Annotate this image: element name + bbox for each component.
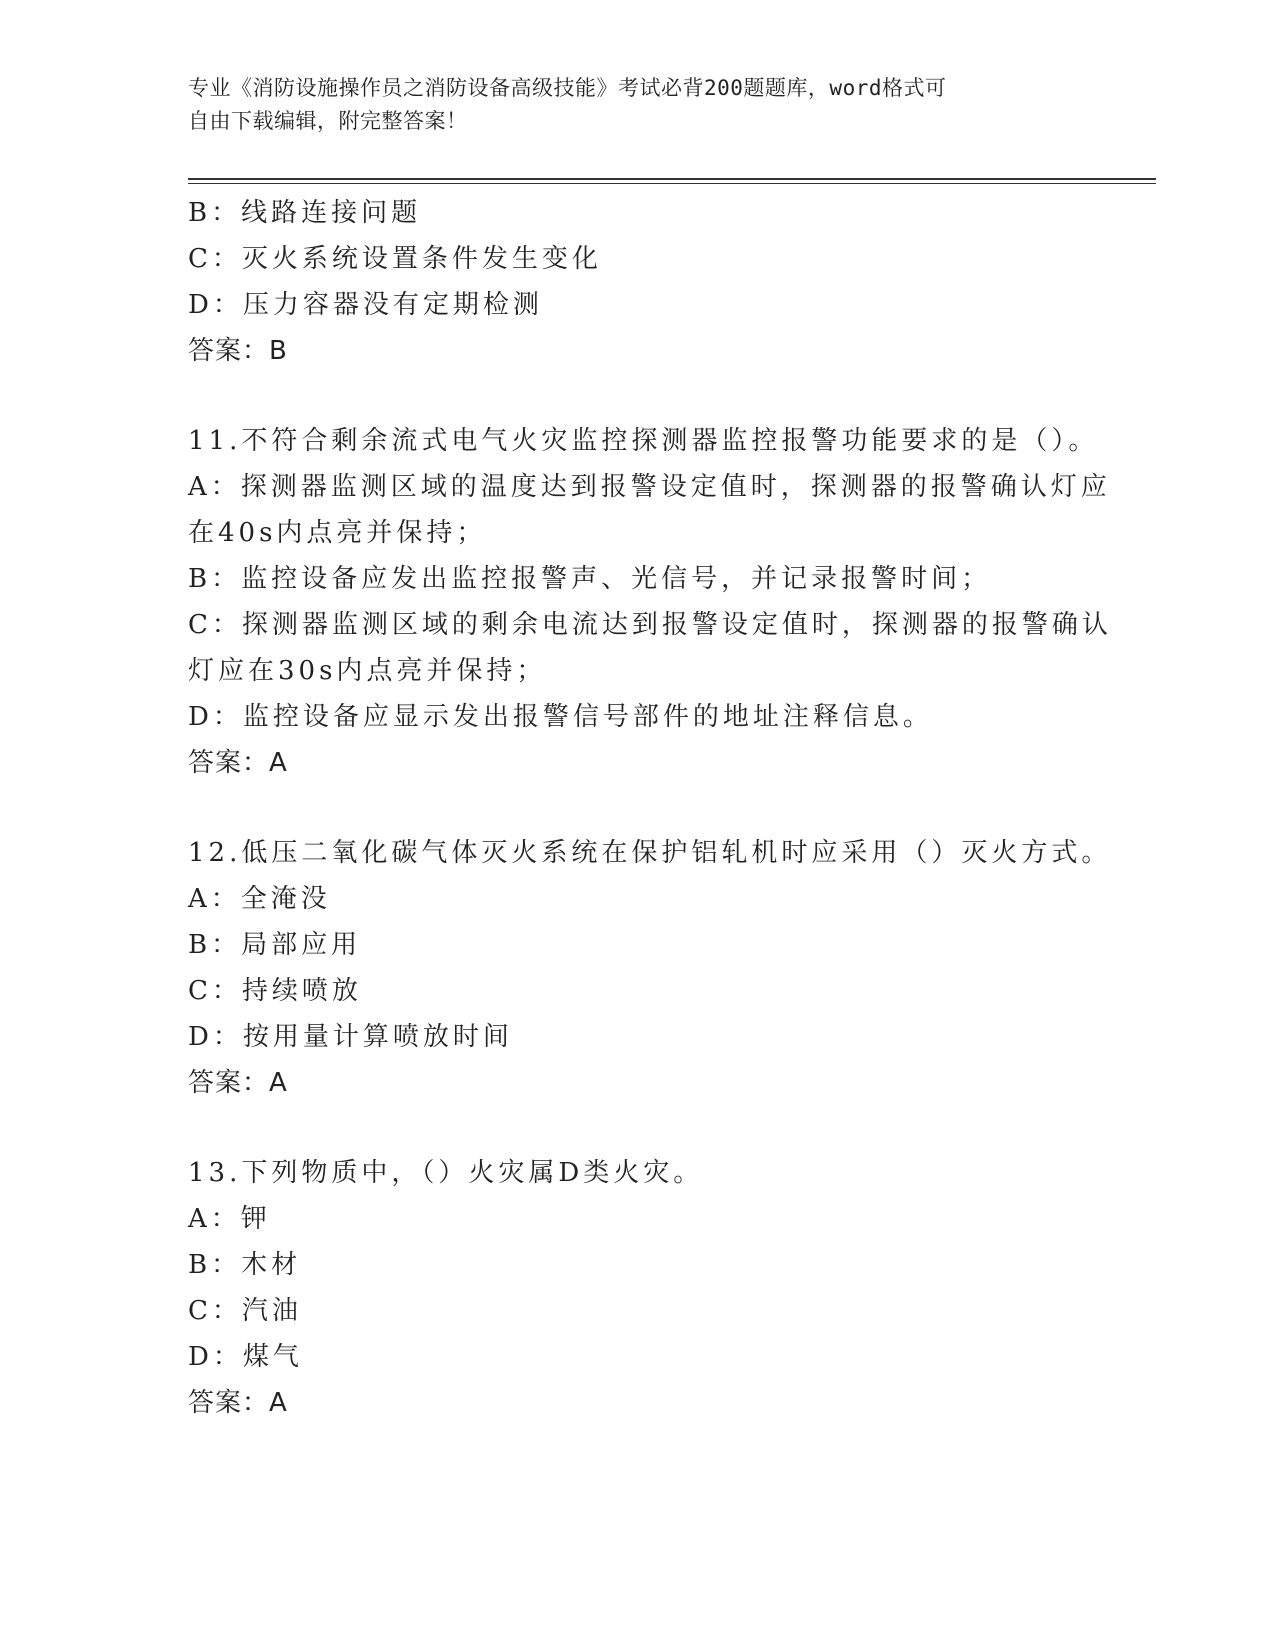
option-d: D：煤气 (188, 1342, 303, 1372)
option-a: A：全淹没 (188, 884, 331, 914)
option-d: D：压力容器没有定期检测 (188, 290, 543, 320)
answer-line: 答案：A (188, 748, 288, 778)
option-c-continued: 灯应在30s内点亮并保持； (188, 656, 547, 686)
header-divider-thick (188, 178, 1156, 180)
answer-line: 答案：B (188, 336, 288, 366)
option-b: B：线路连接问题 (188, 198, 422, 228)
option-b: B：木材 (188, 1250, 302, 1280)
option-a-continued: 在40s内点亮并保持； (188, 518, 487, 548)
option-a: A：钾 (188, 1204, 271, 1234)
option-b: B：监控设备应发出监控报警声、光信号，并记录报警时间； (188, 564, 992, 594)
option-c: C：汽油 (188, 1296, 302, 1326)
question-text: 12.低压二氧化碳气体灭火系统在保护铝轧机时应采用（）灭火方式。 (188, 838, 1112, 868)
question-block-11 (188, 418, 1112, 786)
question-list (188, 190, 1112, 1426)
question-text: 13.下列物质中，（）火灾属D类火灾。 (188, 1158, 704, 1188)
question-text: 11.不符合剩余流式电气火灾监控探测器监控报警功能要求的是（）。 (188, 426, 1099, 456)
option-d: D：按用量计算喷放时间 (188, 1022, 513, 1052)
option-a: A：探测器监测区域的温度达到报警设定值时，探测器的报警确认灯应 (188, 472, 1111, 502)
answer-line: 答案：A (188, 1388, 288, 1418)
question-block-10 (188, 190, 1088, 374)
option-d: D：监控设备应显示发出报警信号部件的地址注释信息。 (188, 702, 933, 732)
header-line-2: 自由下载编辑，附完整答案！ (188, 109, 468, 133)
header-line-1: 专业《消防设施操作员之消防设备高级技能》考试必背200题题库，word格式可 (188, 76, 947, 100)
option-c: C：持续喷放 (188, 976, 362, 1006)
header-divider-thin (188, 183, 1156, 184)
document-header (188, 72, 1088, 138)
answer-line: 答案：A (188, 1068, 288, 1098)
option-c: C：灭火系统设置条件发生变化 (188, 244, 602, 274)
question-block-12 (188, 830, 1112, 1106)
option-b: B：局部应用 (188, 930, 362, 960)
question-block-13 (188, 1150, 1088, 1426)
option-c: C：探测器监测区域的剩余电流达到报警设定值时，探测器的报警确认 (188, 610, 1112, 640)
